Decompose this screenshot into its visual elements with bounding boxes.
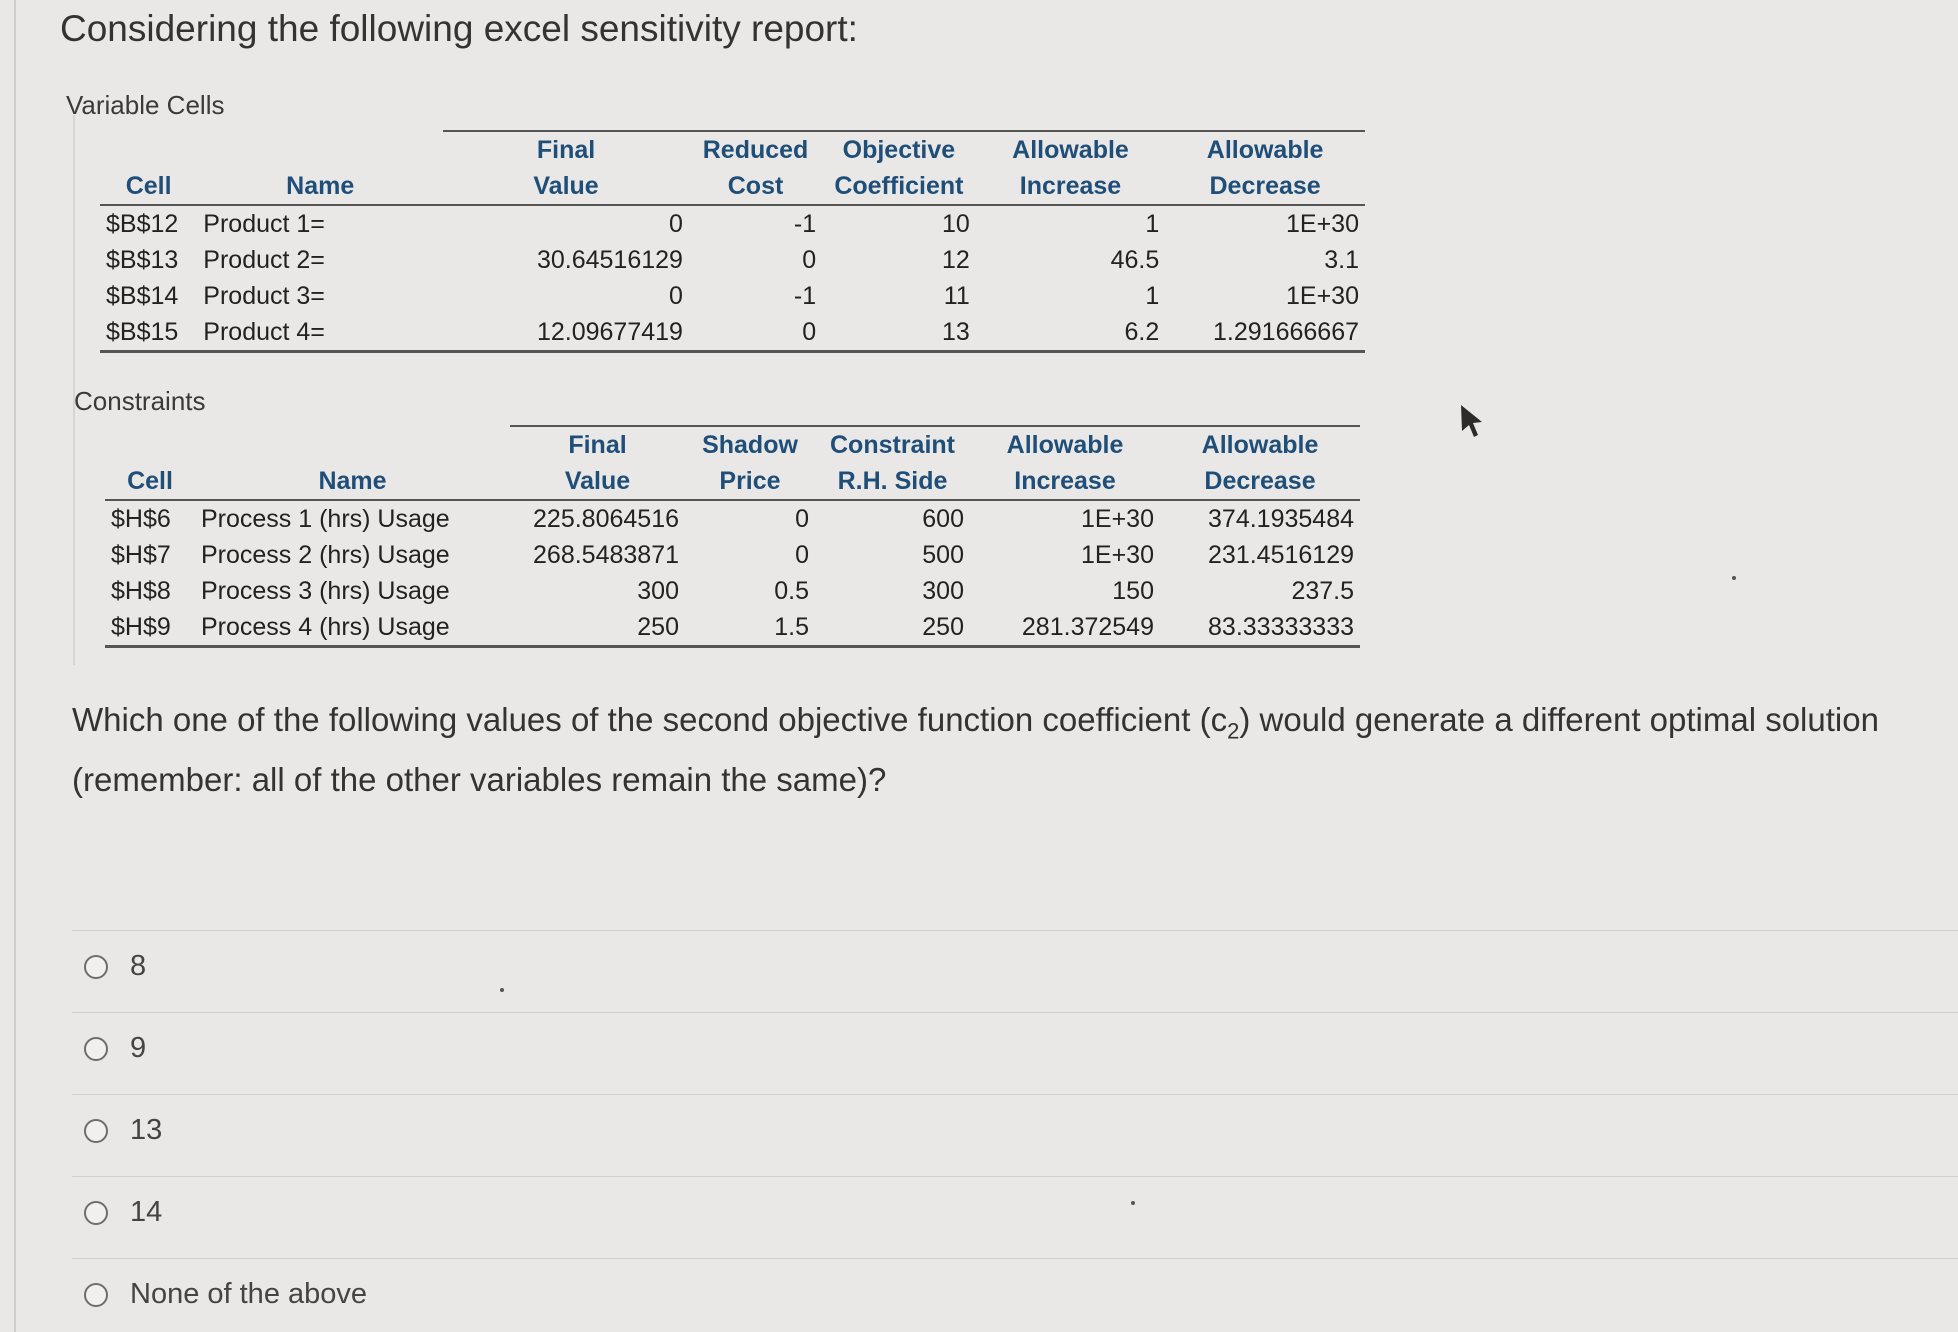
name-header: Name xyxy=(197,168,443,205)
objective-coefficient: 11 xyxy=(943,281,970,310)
speck xyxy=(500,988,504,992)
allowable-decrease: 1.291666667 xyxy=(1165,314,1365,352)
objective-coefficient: 13 xyxy=(822,314,976,352)
final-value: 250 xyxy=(510,609,685,647)
shadow-price: 0.5 xyxy=(774,576,809,605)
table-row xyxy=(100,242,1365,278)
final-value-header-2: Value xyxy=(443,168,689,205)
question-heading: Considering the following excel sensitivity report: xyxy=(60,8,858,49)
allowable-increase-header: Allowable xyxy=(976,131,1165,168)
final-value: 30.64516129 xyxy=(536,245,683,274)
cell-name: Process 4 (hrs) Usage xyxy=(195,609,510,647)
shadow-price-header: Shadow xyxy=(685,426,815,463)
allowable-decrease: 1E+30 xyxy=(1286,209,1359,238)
shadow-price: 0 xyxy=(795,504,809,533)
allowable-increase-header-2: Increase xyxy=(970,463,1160,500)
reduced-cost: -1 xyxy=(793,281,817,310)
option-divider xyxy=(72,1258,1958,1259)
cell-ref: $B$12 xyxy=(106,209,179,238)
option-none-of-the-above[interactable] xyxy=(84,1278,367,1311)
table-row xyxy=(105,500,1360,537)
option-label: None of the above xyxy=(130,1278,368,1310)
cell-ref: $H$6 xyxy=(111,504,171,533)
allowable-increase-header-2: Increase xyxy=(976,168,1165,205)
final-value: 268.5483871 xyxy=(533,540,679,569)
cell-name: Process 1 (hrs) Usage xyxy=(201,504,450,533)
table-row xyxy=(105,573,1360,609)
radio-circle-icon[interactable] xyxy=(84,1283,108,1307)
table-row xyxy=(100,314,1365,352)
option-9[interactable] xyxy=(84,1032,146,1065)
table-row xyxy=(100,205,1365,242)
option-divider xyxy=(72,1094,1958,1095)
cell-name: Product 1= xyxy=(203,209,325,238)
constraint-rhs-header: Constraint xyxy=(815,426,970,463)
shadow-price-header-2: Price xyxy=(685,463,815,500)
constraint-rhs-header-2: R.H. Side xyxy=(815,463,970,500)
constraint-rhs: 500 xyxy=(922,540,964,569)
objective-coefficient-header-2: Coefficient xyxy=(822,168,976,205)
variable-cells-table xyxy=(100,130,1365,353)
radio-circle-icon[interactable] xyxy=(84,1201,108,1225)
cell-ref: $B$15 xyxy=(100,314,197,352)
cell-ref: $H$7 xyxy=(111,540,171,569)
allowable-decrease: 3.1 xyxy=(1324,245,1359,274)
cell-name: Process 2 (hrs) Usage xyxy=(201,540,450,569)
option-13[interactable] xyxy=(84,1114,162,1147)
radio-circle-icon[interactable] xyxy=(84,1037,108,1061)
variable-cells-label: Variable Cells xyxy=(66,90,225,120)
cell-header: Cell xyxy=(105,463,195,500)
allowable-increase-header: Allowable xyxy=(970,426,1160,463)
reduced-cost: -1 xyxy=(793,209,817,238)
reduced-cost: 0 xyxy=(802,245,817,274)
option-divider xyxy=(72,1012,1958,1013)
allowable-increase: 1 xyxy=(1145,209,1160,238)
shadow-price: 0 xyxy=(795,540,809,569)
cell-ref: $B$13 xyxy=(106,245,179,274)
reduced-cost: 0 xyxy=(689,314,822,352)
option-label: 8 xyxy=(130,950,147,982)
constraint-rhs: 250 xyxy=(815,609,970,647)
final-value-header: Final xyxy=(443,131,689,168)
final-value: 0 xyxy=(669,209,683,238)
cell-name: Process 3 (hrs) Usage xyxy=(201,576,450,605)
final-value-header-2: Value xyxy=(510,463,685,500)
question-text: Which one of the following values of the second objective function coefficient $(c_2)$ would generate a different optimal solution (remember: all of the other variables remain the same)? xyxy=(72,701,1879,798)
final-value: 225.8064516 xyxy=(533,504,679,533)
option-label: 13 xyxy=(130,1114,163,1146)
allowable-decrease: 231.4516129 xyxy=(1208,540,1354,569)
table-row xyxy=(105,609,1360,647)
constraints-table xyxy=(105,425,1360,648)
allowable-increase: 1E+30 xyxy=(1081,540,1154,569)
speck xyxy=(1131,1201,1135,1205)
speck xyxy=(1732,576,1736,580)
objective-coefficient: 12 xyxy=(941,245,970,274)
option-14[interactable] xyxy=(84,1196,162,1229)
reduced-cost-header-2: Cost xyxy=(689,168,822,205)
objective-coefficient: 10 xyxy=(941,209,970,238)
cell-name: Product 3= xyxy=(203,281,325,310)
shadow-price: 1.5 xyxy=(685,609,815,647)
objective-coefficient-header: Objective xyxy=(822,131,976,168)
option-divider xyxy=(72,930,1958,931)
name-header: Name xyxy=(195,463,510,500)
cell-ref: $H$9 xyxy=(105,609,195,647)
allowable-decrease: 1E+30 xyxy=(1286,281,1359,310)
cell-name: Product 4= xyxy=(197,314,443,352)
option-label: 14 xyxy=(130,1196,163,1228)
allowable-decrease: 237.5 xyxy=(1291,576,1354,605)
allowable-decrease-header-2: Decrease xyxy=(1160,463,1360,500)
option-label: 9 xyxy=(130,1032,147,1064)
allowable-increase: 1 xyxy=(1145,281,1160,310)
mouse-pointer-icon xyxy=(1458,402,1488,442)
allowable-decrease-header: Allowable xyxy=(1160,426,1360,463)
left-border xyxy=(14,0,16,1332)
option-8[interactable] xyxy=(84,950,146,983)
allowable-increase: 281.372549 xyxy=(970,609,1160,647)
allowable-decrease-header-2: Decrease xyxy=(1165,168,1365,205)
option-divider xyxy=(72,1176,1958,1177)
allowable-increase: 150 xyxy=(1112,576,1154,605)
allowable-increase: 46.5 xyxy=(1110,245,1160,274)
final-value: 300 xyxy=(637,576,679,605)
table-row xyxy=(105,537,1360,573)
cell-ref: $H$8 xyxy=(111,576,171,605)
radio-circle-icon[interactable] xyxy=(84,1119,108,1143)
final-value: 12.09677419 xyxy=(443,314,689,352)
table-row xyxy=(100,278,1365,314)
final-value-header: Final xyxy=(510,426,685,463)
cell-header: Cell xyxy=(100,168,197,205)
final-value: 0 xyxy=(669,281,683,310)
constraints-label: Constraints xyxy=(74,386,206,416)
cell-name: Product 2= xyxy=(203,245,325,274)
constraint-rhs: 600 xyxy=(922,504,964,533)
allowable-increase: 1E+30 xyxy=(1081,504,1154,533)
cell-ref: $B$14 xyxy=(106,281,179,310)
radio-circle-icon[interactable] xyxy=(84,955,108,979)
allowable-increase: 6.2 xyxy=(976,314,1165,352)
allowable-decrease-header: Allowable xyxy=(1165,131,1365,168)
constraint-rhs: 300 xyxy=(922,576,964,605)
allowable-decrease: 83.33333333 xyxy=(1160,609,1360,647)
reduced-cost-header: Reduced xyxy=(689,131,822,168)
allowable-decrease: 374.1935484 xyxy=(1208,504,1354,533)
